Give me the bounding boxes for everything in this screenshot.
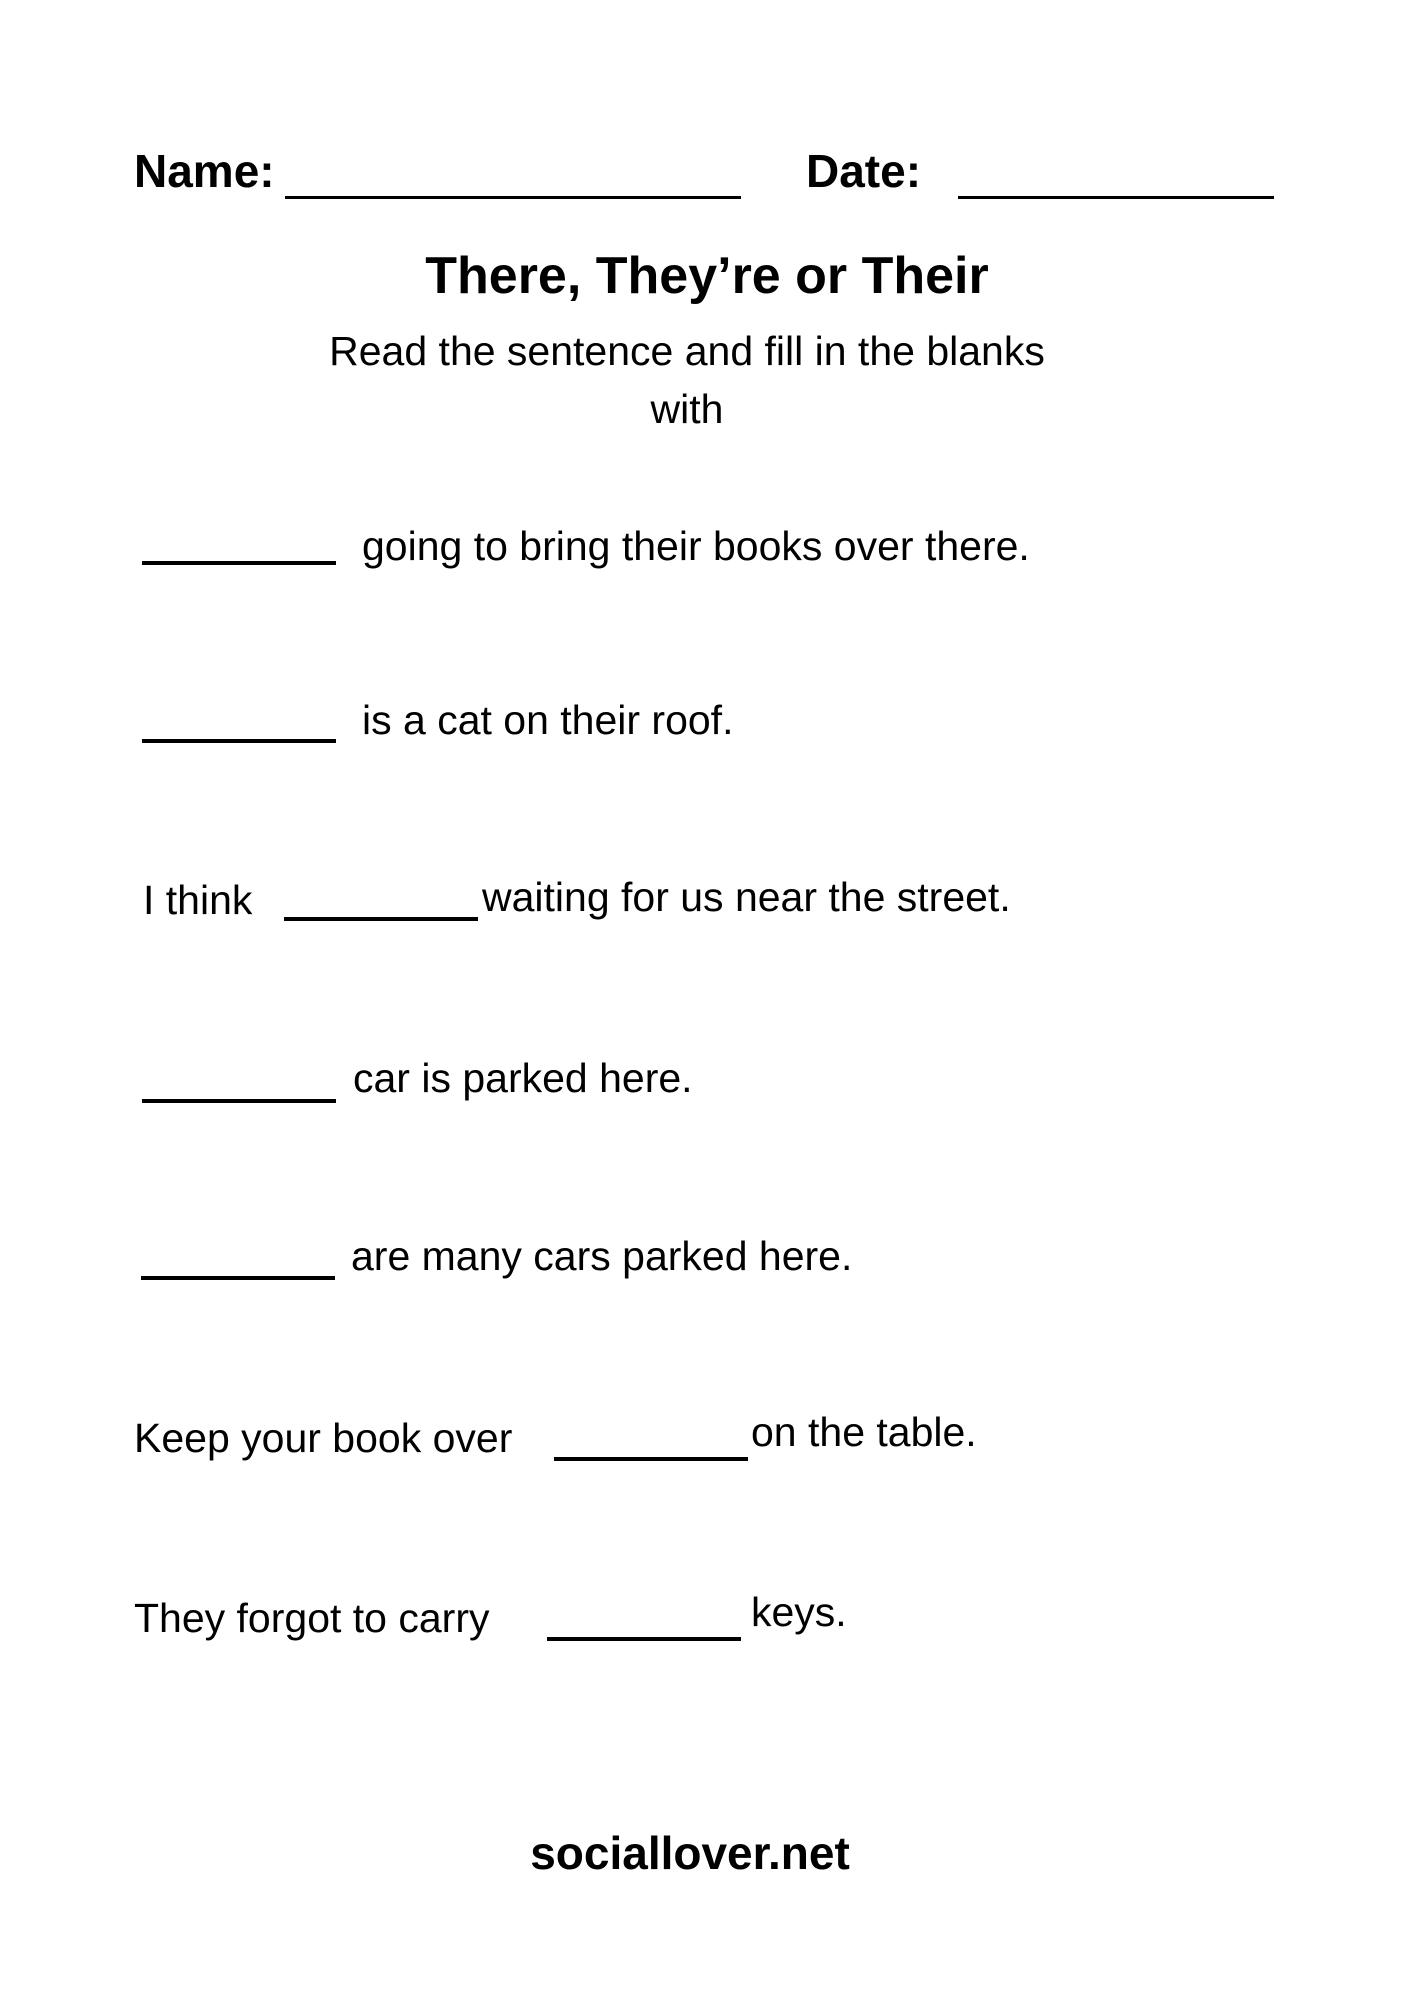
instructions-line-2: with [650, 386, 724, 432]
sentence-6-text: on the table. [751, 1409, 977, 1455]
sentence-1-text: going to bring their books over there. [362, 523, 1030, 569]
sentence-2-text: is a cat on their roof. [362, 697, 734, 743]
date-field[interactable] [958, 196, 1274, 199]
sentence-7-text: keys. [751, 1589, 847, 1635]
answer-blank-1[interactable] [142, 561, 336, 565]
instructions-line-1: Read the sentence and fill in the blanks [329, 328, 1045, 374]
name-field[interactable] [285, 196, 741, 199]
sentence-6-prefix: Keep your book over [134, 1415, 513, 1461]
sentence-7-prefix: They forgot to carry [134, 1595, 490, 1641]
answer-blank-6[interactable] [554, 1457, 748, 1461]
sentence-5-text: are many cars parked here. [351, 1233, 853, 1279]
instructions [0, 322, 1374, 438]
worksheet-title: There, They’re or Their [425, 247, 989, 305]
sentence-3-text: waiting for us near the street. [482, 874, 1011, 920]
footer-website: sociallover.net [530, 1827, 850, 1879]
answer-blank-3[interactable] [284, 917, 478, 921]
date-label: Date: [806, 145, 922, 197]
answer-blank-7[interactable] [547, 1637, 741, 1641]
answer-blank-2[interactable] [142, 739, 336, 743]
name-label: Name: [134, 145, 275, 197]
sentence-4-text: car is parked here. [353, 1055, 693, 1101]
answer-blank-5[interactable] [141, 1276, 335, 1280]
sentence-3-prefix: I think [143, 877, 253, 923]
answer-blank-4[interactable] [142, 1099, 336, 1103]
